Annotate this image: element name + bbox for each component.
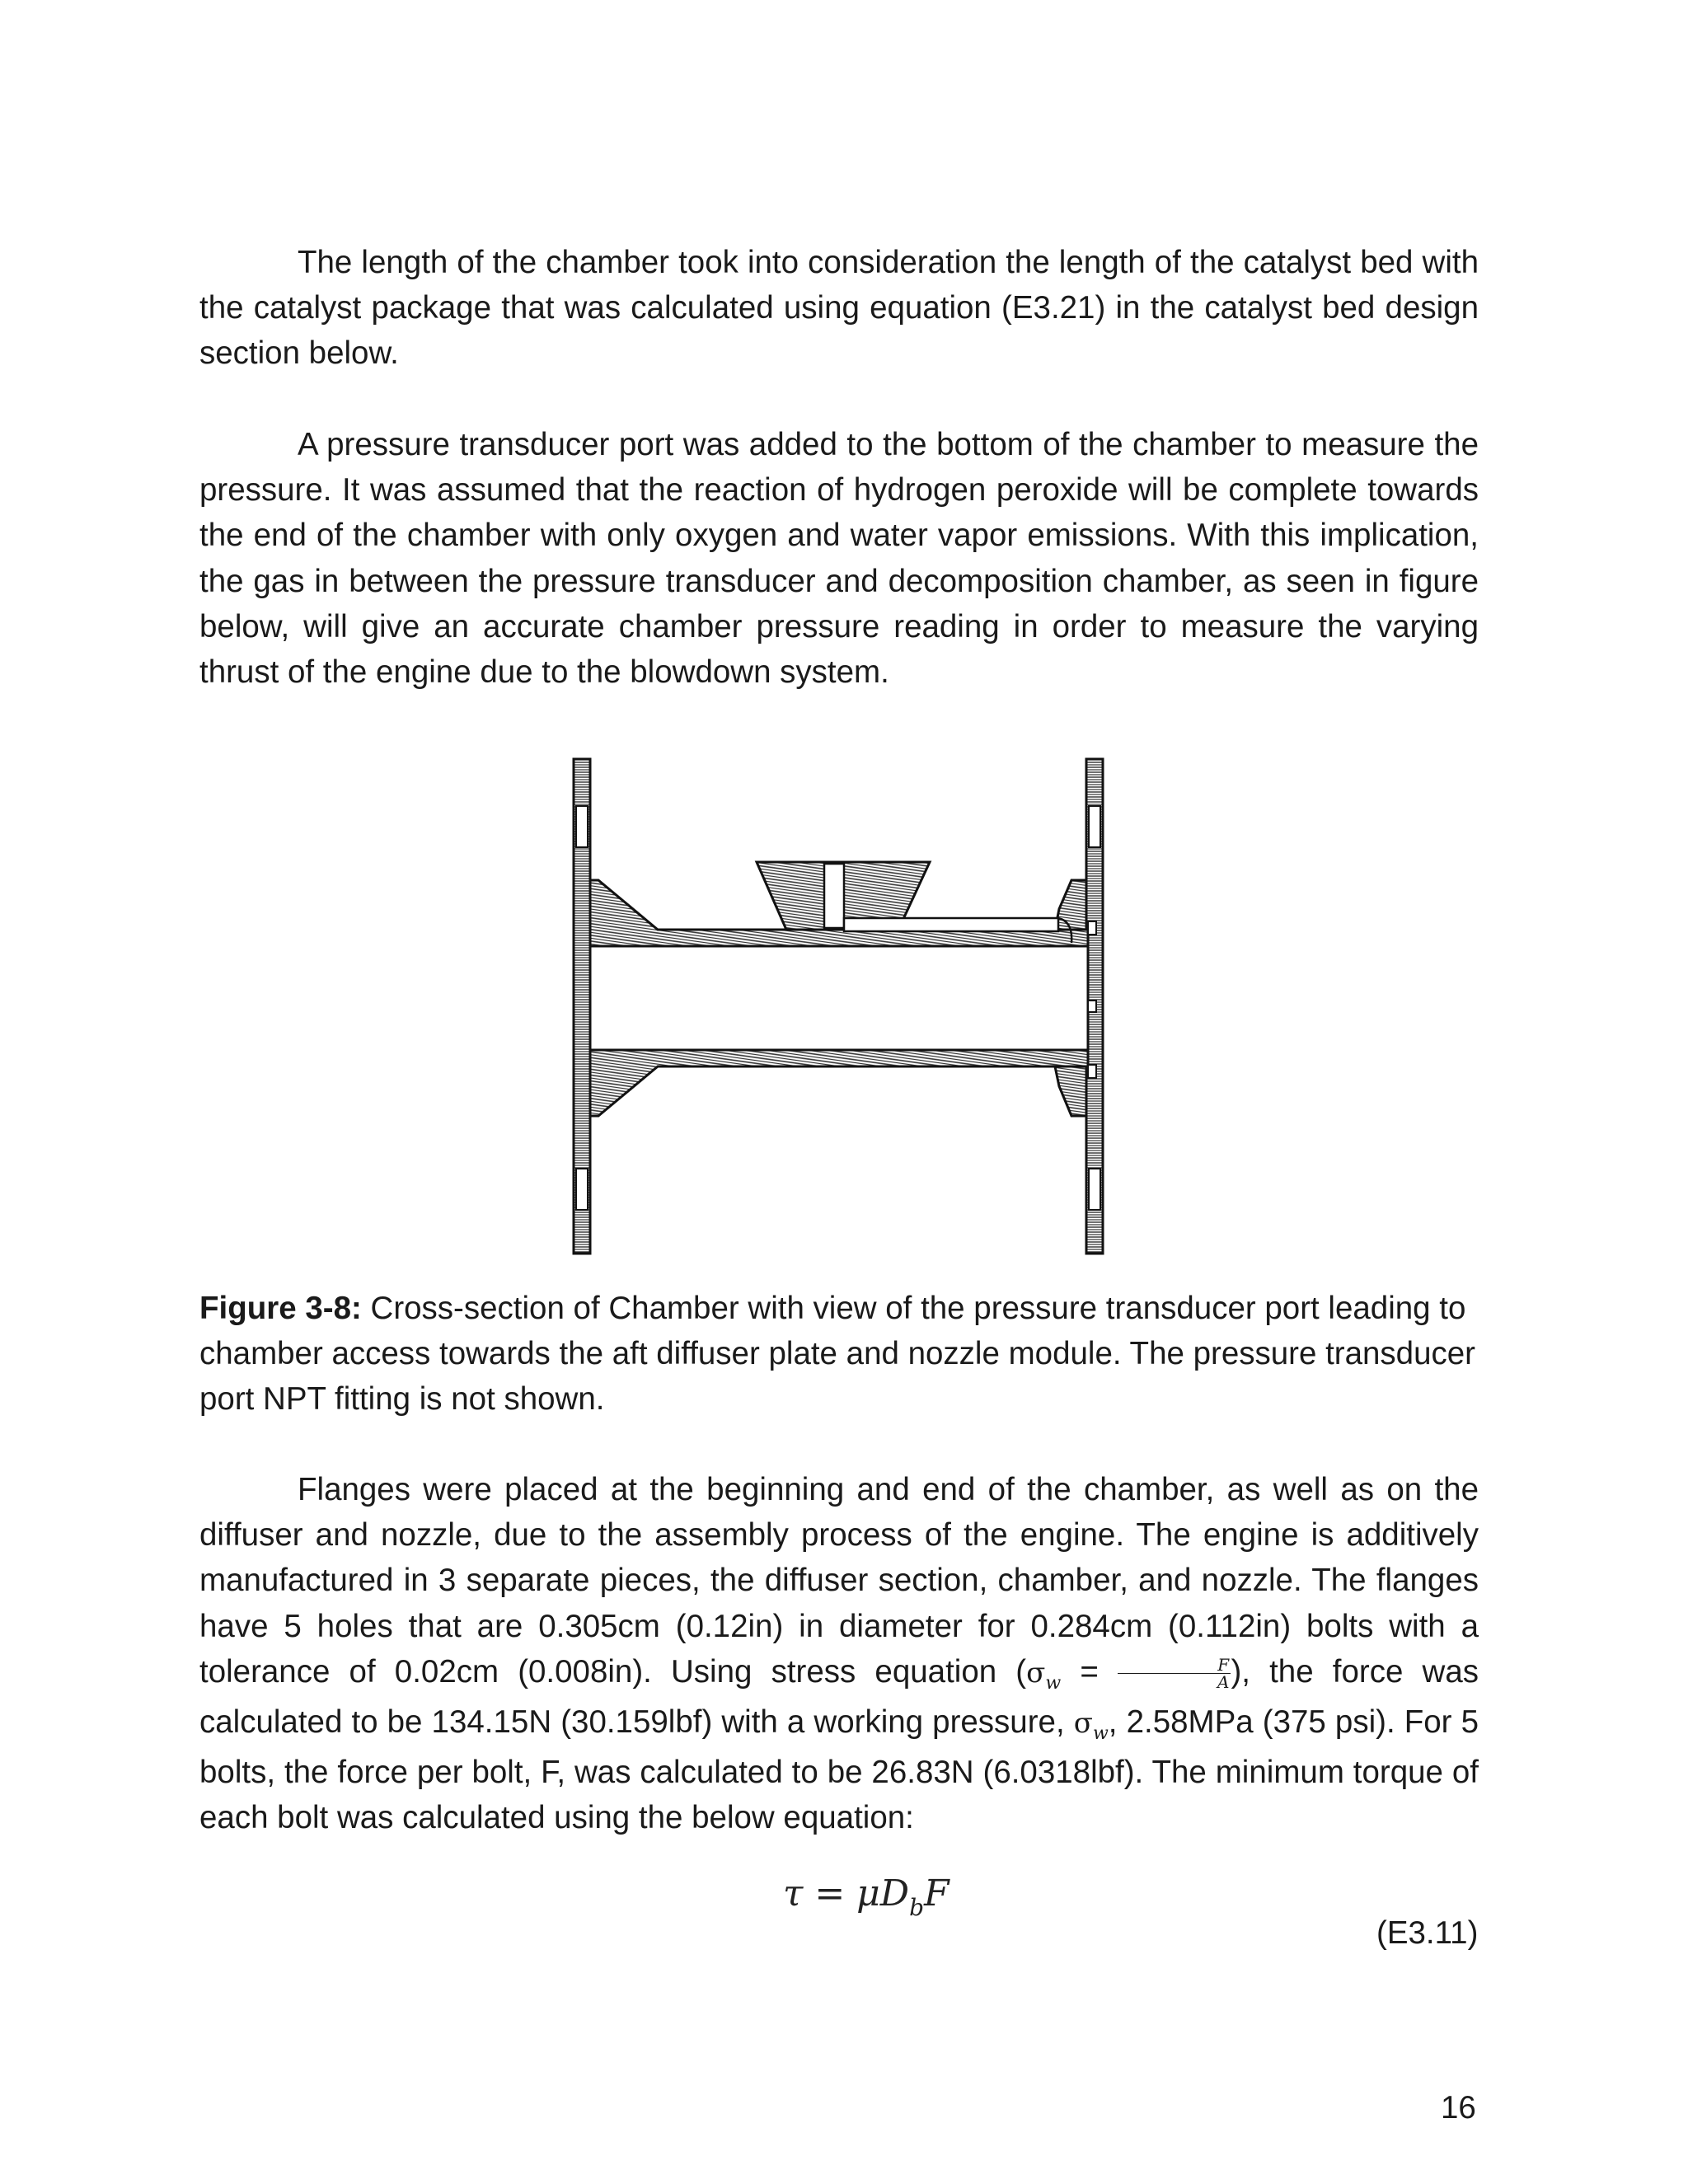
fraction-denominator: A	[1217, 1672, 1230, 1693]
page-number: 16	[1441, 2090, 1476, 2125]
pressure-transducer-port	[757, 862, 1096, 943]
torque-equation	[783, 1872, 950, 1921]
equation-subscript: b	[909, 1894, 924, 1921]
flange-text-3: , 2.58MPa (375 psi). For 5 bolts, the force per bolt, F, was calculated to be 26.83N (6.0318lbf). The minimum torque of each bolt was calculated using the below equation:	[199, 1704, 1479, 1836]
left-flange	[574, 759, 590, 1254]
chamber-bore	[590, 946, 1088, 1050]
chamber-cross-section-figure	[569, 757, 1121, 1268]
fraction-numerator: F	[1118, 1657, 1231, 1674]
sigma-symbol: σ	[1026, 1656, 1046, 1690]
sigma-subscript: w	[1045, 1672, 1062, 1694]
flange-text-1: Flanges were placed at the beginning and end of the chamber, as well as on the diffuser and nozzle, due to the assembly process of the engine. The engine is additively manufactured in 3 separate pieces, the diffuser section, chamber, and nozzle. The flanges have 5 holes that are 0.305cm (0.12in) in diameter for 0.284cm (0.112in) bolts with a tolerance of 0.02cm (0.008in). Using stress equation (	[199, 1472, 1479, 1690]
figure-label: Figure 3-8:	[199, 1291, 362, 1326]
paragraph-flanges	[199, 1467, 1479, 1841]
figure-caption	[199, 1286, 1479, 1422]
equation-rhs: F	[924, 1872, 950, 1915]
paragraph-pressure-transducer: A pressure transducer port was added to the bottom of the chamber to measure the pressure. It was assumed that the reaction of hydrogen peroxide will be complete towards the end of the chamber with only oxygen and water vapor emissions. With this implication, the gas in between the pressure transducer and decomposition chamber, as seen in figure below, will give an accurate chamber pressure reading in order to measure the varying thrust of the engine due to the blowdown system.	[199, 427, 1479, 691]
sigma-symbol-2: σ	[1073, 1707, 1093, 1741]
sigma-subscript-2: w	[1092, 1723, 1109, 1745]
paragraph-chamber-length: The length of the chamber took into consideration the length of the catalyst bed with the catalyst package that was calculated using equation (E3.21) in the catalyst bed design section below.	[199, 245, 1479, 372]
figure-caption-text: Cross-section of Chamber with view of the pressure transducer port leading to chamber access towards the aft diffuser plate and nozzle module. The pressure transducer port NPT fitting is not shown.	[199, 1291, 1475, 1418]
equation-lhs: τ = μD	[783, 1872, 910, 1915]
lower-chamber-wall	[590, 1050, 1088, 1116]
flange-text-2: ), the force was calculated to be 134.15N (30.159lbf) with a working pressure,	[199, 1653, 1479, 1741]
force-area-fraction	[1118, 1655, 1231, 1693]
equals-sign: =	[1061, 1653, 1118, 1690]
equation-number: (E3.11)	[1376, 1915, 1479, 1951]
